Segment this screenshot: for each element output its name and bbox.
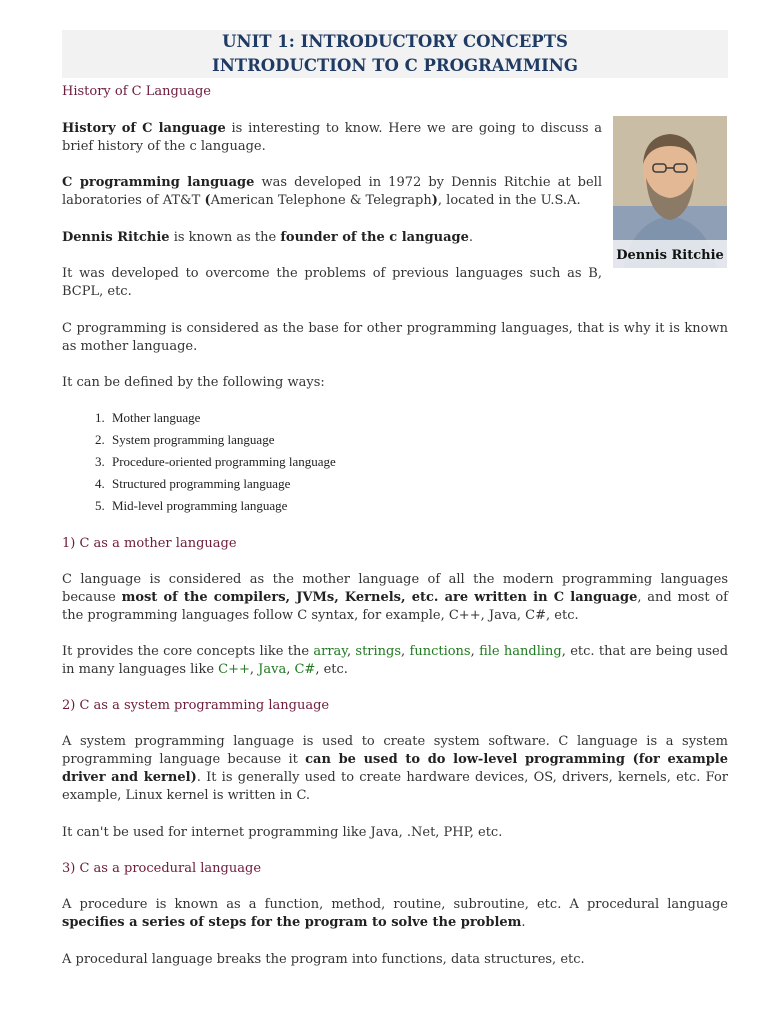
unit-title: UNIT 1: INTRODUCTORY CONCEPTS [222,32,568,51]
photo-caption: Dennis Ritchie [616,248,724,263]
section-3-paragraph-1: A procedure is known as a function, method, routine, subroutine, etc. A procedural language specifies a series of steps for the program to solve the problem. [62,897,728,930]
list-item: 4. Structured programming language [108,473,728,495]
section-1-heading: 1) C as a mother language [62,536,237,551]
section-2-heading: 2) C as a system programming language [62,698,330,713]
list-item: 1. Mother language [108,407,728,429]
list-item: 5. Mid-level programming language [108,495,728,517]
intro-paragraph-4: It was developed to overcome the problems of previous languages such as B, BCPL, etc. [62,266,602,299]
section-1-paragraph-2: It provides the core concepts like the array, strings, functions, file handling, etc. that are being used in many languages like C++, Java, C#, etc. [62,644,729,677]
chapter-title: INTRODUCTION TO C PROGRAMMING [212,56,578,75]
list-item: 2. System programming language [108,429,728,451]
intro-paragraph-5: C programming is considered as the base for other programming languages, that is why it is known as mother language. [62,321,728,354]
intro-paragraph-3: Dennis Ritchie is known as the founder of the c language. [62,230,474,245]
section-2-paragraph-2: It can't be used for internet programming like Java, .Net, PHP, etc. [62,825,503,840]
history-heading: History of C Language [62,84,211,99]
link-strings[interactable]: strings [355,644,402,659]
link-csharp[interactable]: C# [294,662,316,677]
link-array[interactable]: array [313,644,347,659]
section-3-paragraph-2: A procedural language breaks the program into functions, data structures, etc. [62,952,585,967]
intro-paragraph-6: It can be defined by the following ways: [62,375,325,390]
intro-paragraph-2: C programming language was developed in 1972 by Dennis Ritchie at bell laboratories of AT&T (American Telephone & Telegraph), located in the U.S.A. [62,175,602,208]
dennis-ritchie-photo [613,116,727,268]
link-functions[interactable]: functions [409,644,471,659]
link-file-handling[interactable]: file handling [479,644,562,659]
document-page [62,30,729,967]
intro-paragraph-1: History of C language is interesting to know. Here we are going to discuss a brief history of the c language. [62,121,602,154]
ways-list [62,407,728,517]
link-java[interactable]: Java [258,662,287,677]
section-1-paragraph-1: C language is considered as the mother language of all the modern programming languages because most of the compilers, JVMs, Kernels, etc. are written in C language, and most of the programming languages follow C syntax, for example, C++, Java, C#, etc. [62,572,728,623]
section-3-heading: 3) C as a procedural language [62,861,262,876]
list-item: 3. Procedure-oriented programming language [108,451,728,473]
link-cpp[interactable]: C++ [218,662,250,677]
section-2-paragraph-1: A system programming language is used to create system software. C language is a system programming language because it can be used to do low-level programming (for example driver and kernel). It is generally used to create hardware devices, OS, drivers, kernels, etc. For example, Linux kernel is written in C. [62,734,728,803]
portrait-image [613,116,727,268]
title-band [62,30,728,78]
